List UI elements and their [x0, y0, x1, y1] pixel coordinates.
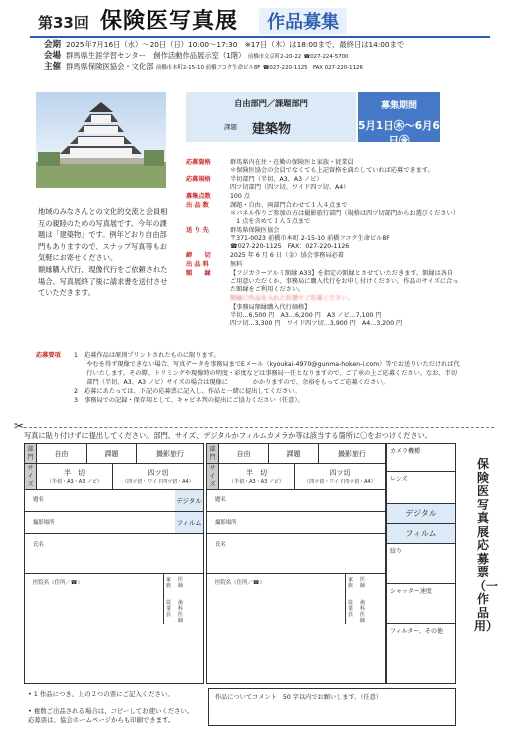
exhibition-title: 保険医写真展 — [99, 9, 238, 34]
film-option[interactable]: フィルム — [175, 512, 203, 533]
form-title-row-2[interactable]: 題名 — [207, 490, 385, 512]
entry-form-left — [24, 443, 204, 684]
detail-row-entries: 出 品 数 課題・自由、両部門合わせて１人４点まで ＊パネル作りご参加の方は撮影旅行部門（規格は四ツ切部門からお選びください） 1 点を含めて１人５点まで — [186, 202, 459, 225]
size-option-hansetsu[interactable]: 半 切 （半切・A3・A3 ノビ） — [37, 464, 113, 489]
role-options-2: 家族 医師 従業員 歯科医師 — [345, 574, 385, 624]
detail-row-address: 送 り 先 群馬県保険医協会 〒371-0023 前橋市本町 2-15-10 前橋フコク生命ビル8F ☎027-220-1125 FAX：027-220-1126 — [186, 227, 390, 250]
form-title-row[interactable]: 題名 デジタル — [25, 490, 203, 512]
detail-row-size: 応募規格 半切部門（半切、A3、A3 ノビ） 四ツ切部門（四ツ切、ワイド四ツ切、A4） — [186, 176, 350, 191]
digital-option-right[interactable]: デジタル — [387, 504, 455, 524]
info-venue: 会場 群馬県生涯学習センター 創作活動作品展示室（1階） 前橋市文京町2-20-22 ☎027-224-5700 — [44, 51, 349, 61]
dept-label: 自由部門／課題部門 — [234, 98, 308, 108]
castle-photo — [36, 92, 166, 188]
notes-text: 1 応募作品は原則プリントされたものに限ります。 やむを得ず現像できない場合、写真データを事務局までEメール（kyoukai-4970@gunma-hoken-i.com）等でお送りいただければ代 行いたします。その際、トリミングや現像時の明度・彩度などは事務局一任となりますので、ご了承の上ご応募ください。なお、半切 部門（半切、A3、A3 ノビ）サイズの場合は現像に かかりますので、余裕をもってご応募ください。 2 応募にあたっては、下記の応募票に記入し、作品と一緒に提出してください。 3 事務局での記録・保存用として、キャビネ判の提出にご協力ください（任意）。 — [74, 352, 460, 404]
form-name-row-2[interactable]: 氏名 — [207, 534, 385, 574]
detail-row-fee: 出 品 料 無料 — [186, 261, 243, 268]
aperture-field[interactable]: 絞り — [387, 544, 455, 584]
detail-row-blurred: 額縁に作品を入れた状態でご応募ください。 — [230, 295, 354, 302]
lens-field[interactable]: レンズ — [387, 472, 455, 504]
footer-note-2: • 複数ご出品される場合は、コピーしてお使いください。応募票は、協会ホームページからも印刷できます。 — [28, 707, 194, 724]
shutter-field[interactable]: シャッター速度 — [387, 584, 455, 624]
comment-box[interactable] — [208, 688, 456, 726]
theme-box — [186, 92, 356, 142]
recruit-period-value: 5月1日㊍～6月6日㊎ — [358, 120, 440, 147]
application-notes — [36, 351, 486, 405]
cut-line — [24, 427, 494, 428]
detail-row-deadline: 締 切 2025 年 6 月 6 日（金）協会事務局必着 — [186, 252, 344, 259]
dept-option-travel-2[interactable]: 撮影旅行 — [338, 449, 366, 458]
recruit-period-label: 募集期間 — [380, 101, 417, 111]
detail-row-prices: 【事務局額縁購入代行価格】 半切…6,500 円 A3…6,200 円 A3 ノビ…7,100 円 四ツ切…3,300 円 ワイド四ツ切…3,900 円 A4…3,200 円 — [230, 304, 403, 327]
form-clinic-row[interactable]: 医院名（住所／☎） 家族 医師 従業員 歯科医師 — [25, 574, 203, 624]
intro-text: 地域のみなさんとの文化的交流と会員相互の親睦のための写真展です。今年の課題は「建築物」です。例年どおり自由部門もありますので、スナップ写真等もお気軽にお寄せください。 — [38, 207, 168, 262]
dept-option-theme[interactable]: 課題 — [87, 444, 137, 463]
form-dept-row: 部門 自由 課題 撮影旅行 — [25, 444, 203, 464]
form-size-row: サイズ 半 切 （半切・A3・A3 ノビ） 四ツ切 （四ツ切・ワイド四ツ切・A4） — [25, 464, 203, 490]
dept-option-theme-2[interactable]: 課題 — [269, 444, 319, 463]
camera-details-column — [386, 443, 456, 684]
filter-field[interactable]: フィルター、その他 — [390, 628, 444, 635]
digital-option[interactable]: デジタル — [175, 490, 203, 511]
notes-label: 応募要項 — [36, 352, 61, 359]
size-option-yotsugiri-2[interactable]: 四ツ切 （四ツ切・ワイド四ツ切・A4） — [304, 469, 376, 485]
info-period: 会期 2025年7月16日（水）～20日（日）10:00～17:30 ※17日（木）は18:00まで、最終日は14:00まで — [44, 40, 405, 50]
detail-row-frame: 額 縁 【フジカラーアルミ額縁 A33】を指定の額縁とさせていただきます。額縁は各自 ご用意いただくか、事務局に購入代行をお申し付けください。作品のサイズに合っ た額縁をご利用ください。 — [186, 270, 459, 293]
footer-note-1: • 1 作品につき、上の２つの票にご記入ください。 — [28, 690, 174, 698]
theme-value: 建築物 — [252, 122, 292, 137]
entry-form-right — [206, 443, 386, 684]
recruit-badge: 作品募集 — [259, 8, 347, 34]
dept-option-free-2[interactable]: 自由 — [219, 444, 269, 463]
form-vertical-title: 保険医写真展応募票（一作品用） — [474, 457, 499, 633]
theme-label: 課題 — [224, 123, 237, 131]
recruit-period-box — [358, 92, 440, 147]
billing-notice: 額縁購入代行、現像代行をご依頼された場合、写真展終了後に請求書を送付させていただきます。 — [38, 265, 168, 297]
size-option-yotsugiri[interactable]: 四ツ切 （四ツ切・ワイド四ツ切・A4） — [122, 469, 194, 485]
role-options: 家族 医師 従業員 歯科医師 — [163, 574, 203, 624]
detail-list — [186, 159, 482, 329]
form-place-row-2[interactable]: 撮影場所 — [207, 512, 385, 534]
edition-label: 第33回 — [38, 14, 89, 32]
cut-instruction: 写真に貼り付けずに提出してください。部門、サイズ、デジタルかフィルムカメラか等は該当する箇所に〇をおつけください。 — [24, 431, 432, 440]
dept-option-travel[interactable]: 撮影旅行 — [156, 449, 184, 458]
comment-label: 作品についてコメント 50 字以内でお願いします。（任意） — [215, 694, 382, 701]
form-dept-row-2: 部門 自由 課題 撮影旅行 — [207, 444, 385, 464]
title-rule — [30, 36, 490, 38]
info-host: 主催 群馬県保険医協会・文化部 前橋市本町2-15-10 前橋フコク生命ビル8F ☎027-220-1125 FAX 027-220-1126 — [44, 62, 363, 72]
detail-row-eligibility: 応募資格 群馬県内在住・在勤の保険医と家族・従業員 ＊保険医協会の会員でなくても上記資格を満たしていれば応募できます。 — [186, 159, 434, 174]
detail-row-count: 募集点数 100 点 — [186, 193, 250, 200]
scissors-icon: ✂ — [14, 419, 25, 433]
film-option-right[interactable]: フィルム — [387, 524, 455, 544]
form-clinic-row-2[interactable]: 医院名（住所／☎） 家族 医師 従業員 歯科医師 — [207, 574, 385, 624]
form-size-row-2: サイズ 半 切 （半切・A3・A3 ノビ） 四ツ切 （四ツ切・ワイド四ツ切・A4） — [207, 464, 385, 490]
form-place-row[interactable]: 撮影場所 フィルム — [25, 512, 203, 534]
size-option-hansetsu-2[interactable]: 半 切 （半切・A3・A3 ノビ） — [219, 464, 295, 489]
form-name-row[interactable]: 氏名 — [25, 534, 203, 574]
dept-option-free[interactable]: 自由 — [37, 444, 87, 463]
camera-field[interactable]: カメラ機種 — [387, 444, 455, 472]
page-title — [38, 4, 347, 34]
